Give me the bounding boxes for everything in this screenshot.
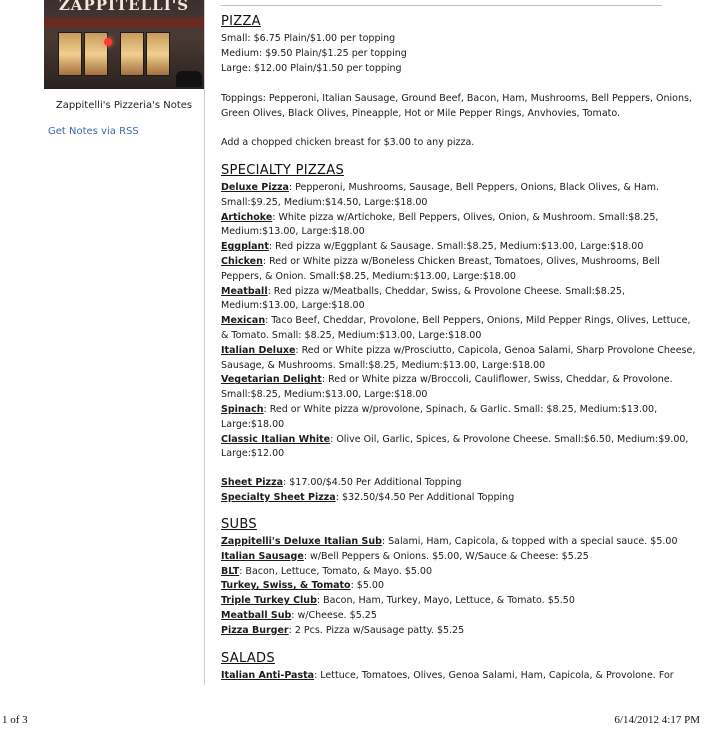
item-description: : Lettuce, Tomatoes, Olives, Genoa Salami, Ham, Capicola, & Provolone. For <box>314 670 674 681</box>
item-name: Sheet Pizza <box>221 477 284 488</box>
item-description: : Bacon, Lettuce, Tomato, & Mayo. $5.00 <box>239 565 433 577</box>
item-name: BLT <box>221 565 240 577</box>
menu-line <box>221 432 689 447</box>
top-divider <box>221 5 662 6</box>
item-description: : Red pizza w/Eggplant & Sausage. Small:$8.25, Medium:$13.00, Large:$18.00 <box>268 241 644 253</box>
item-name: Zappitelli's Deluxe Italian Sub <box>221 536 382 547</box>
menu-line <box>221 534 678 549</box>
item-name: Italian Anti-Pasta <box>221 670 315 681</box>
item-name: Triple Turkey Club <box>221 595 317 607</box>
item-description: : White pizza w/Artichoke, Bell Peppers, Olives, Onion, & Mushroom. Small:$8.25, <box>272 211 659 223</box>
menu-line <box>221 210 666 225</box>
item-description: : Taco Beef, Cheddar, Provolone, Bell Peppers, Onions, Mild Pepper Rings, Olives, Lettuce, <box>265 315 691 327</box>
item-name: Specialty Sheet Pizza <box>221 492 336 503</box>
item-description: : Red or White pizza w/Broccoli, Cauliflower, Swiss, Cheddar, & Provolone. <box>321 374 673 386</box>
section-title-salads: SALADS <box>221 651 275 666</box>
item-description: Small:$9.25, Medium:$14.50, Large:$18.00 <box>221 196 428 208</box>
chicken-note: Add a chopped chicken breast for $3.00 to any pizza. <box>221 137 475 148</box>
item-description: Large:$18.00 <box>221 418 285 430</box>
menu-line <box>221 224 666 239</box>
sidebar <box>0 0 205 685</box>
item-name: Meatball Sub <box>221 610 292 621</box>
item-description: : Pepperoni, Mushrooms, Sausage, Bell Peppers, Onions, Black Olives, & Ham. <box>288 182 660 193</box>
menu-line <box>221 608 666 623</box>
item-name: Pizza Burger <box>221 624 289 636</box>
item-name: Turkey, Swiss, & Tomato <box>221 580 351 592</box>
menu-line <box>221 372 673 387</box>
menu-line <box>221 284 666 299</box>
restaurant-photo <box>44 0 204 89</box>
page-number: 1 of 3 <box>2 714 28 726</box>
item-name: Spinach <box>221 404 264 415</box>
menu-line <box>221 417 666 432</box>
print-timestamp: 6/14/2012 4:17 PM <box>614 714 700 726</box>
item-name: Italian Deluxe <box>221 344 296 356</box>
menu-line <box>221 313 691 328</box>
item-description: Large:$12.00 <box>221 448 285 460</box>
item-description: : Red or White pizza w/Boneless Chicken Breast, Tomatoes, Olives, Mushrooms, Bell <box>262 256 660 267</box>
item-description: Medium:$13.00, Large:$18.00 <box>221 226 365 238</box>
item-name: Mexican <box>221 315 266 327</box>
notes-title: Zappitelli's Pizzeria's Notes <box>55 100 193 111</box>
item-name: Chicken <box>221 256 263 267</box>
item-description: : $32.50/$4.50 Per Additional Topping <box>335 492 515 503</box>
item-name: Artichoke <box>221 211 273 223</box>
menu-line <box>221 180 666 195</box>
restaurant-sign: ZAPPITELLI'S <box>58 0 190 14</box>
item-description: : $5.00 <box>350 580 384 592</box>
menu-line <box>221 446 666 461</box>
item-description: Sausage, & Mushrooms. Small:$8.25, Medium:$13.00, Large:$18.00 <box>221 359 546 371</box>
menu-line <box>221 239 666 254</box>
item-description: : Red or White pizza w/provolone, Spinach, & Garlic. Small: $8.25, Medium:$13.00, <box>263 404 658 415</box>
item-description: : w/Bell Peppers & Onions. $5.00, W/Sauce & Cheese: $5.25 <box>303 550 589 562</box>
section-title-subs: SUBS <box>221 517 257 532</box>
item-description: Peppers, & Onion. Small:$8.25, Medium:$13.00, Large:$18.00 <box>221 270 516 282</box>
menu-line <box>221 254 666 269</box>
menu-line <box>221 564 666 579</box>
item-name: Italian Sausage <box>221 550 304 562</box>
item-description: Medium:$13.00, Large:$18.00 <box>221 300 365 312</box>
item-name: Eggplant <box>221 241 269 253</box>
section-title-pizza: PIZZA <box>221 14 261 29</box>
toppings-line: Toppings: Pepperoni, Italian Sausage, Ground Beef, Bacon, Ham, Mushrooms, Bell Peppers, Onions, <box>221 93 692 104</box>
menu-line <box>221 387 666 402</box>
menu-line <box>221 623 666 638</box>
item-description: : $17.00/$4.50 Per Additional Topping <box>283 477 462 488</box>
item-description: : Bacon, Ham, Turkey, Mayo, Lettuce, & Tomato. $5.50 <box>316 595 575 607</box>
toppings-line: Green Olives, Black Olives, Pineapple, Hot or Mile Pepper Rings, Anvhovies, Tomato. <box>221 108 621 119</box>
menu-line <box>221 298 666 313</box>
item-description: : Red pizza w/Meatballs, Cheddar, Swiss, & Provolone Cheese. Small:$8.25, <box>267 285 625 297</box>
menu-line <box>221 195 666 210</box>
item-description: : w/Cheese. $5.25 <box>291 610 377 621</box>
menu-line <box>221 549 666 564</box>
item-description: : Red or White pizza w/Prosciutto, Capicola, Genoa Salami, Sharp Provolone Cheese, <box>295 344 696 356</box>
menu-line <box>221 668 674 683</box>
menu-line <box>221 358 666 373</box>
menu-line <box>221 328 666 343</box>
item-description: : Olive Oil, Garlic, Spices, & Provolone Cheese. Small:$6.50, Medium:$9.00, <box>330 433 689 445</box>
pizza-price-large: Large: $12.00 Plain/$1.50 per topping <box>221 63 402 74</box>
menu-line <box>221 475 666 490</box>
item-description: : Salami, Ham, Capicola, & topped with a special sauce. $5.00 <box>381 536 678 547</box>
item-name: Deluxe Pizza <box>221 182 289 193</box>
item-name: Vegetarian Delight <box>221 374 322 386</box>
menu-line <box>221 593 666 608</box>
menu-line <box>221 578 666 593</box>
pizza-price-medium: Medium: $9.50 Plain/$1.25 per topping <box>221 48 407 59</box>
item-name: Meatball <box>221 285 268 297</box>
item-description: Small:$8.25, Medium:$13.00, Large:$18.00 <box>221 389 428 401</box>
menu-line <box>221 343 696 358</box>
rss-link[interactable]: Get Notes via RSS <box>48 126 139 137</box>
section-title-specialty: SPECIALTY PIZZAS <box>221 163 345 178</box>
item-description: : 2 Pcs. Pizza w/Sausage patty. $5.25 <box>288 624 465 636</box>
item-description: & Tomato. Small: $8.25, Medium:$13.00, Large:$18.00 <box>221 330 482 341</box>
menu-line <box>221 402 666 417</box>
item-name: Classic Italian White <box>221 433 331 445</box>
menu-line <box>221 269 666 284</box>
pizza-price-small: Small: $6.75 Plain/$1.00 per topping <box>221 33 396 44</box>
menu-line <box>221 490 666 505</box>
car-silhouette <box>176 71 202 87</box>
